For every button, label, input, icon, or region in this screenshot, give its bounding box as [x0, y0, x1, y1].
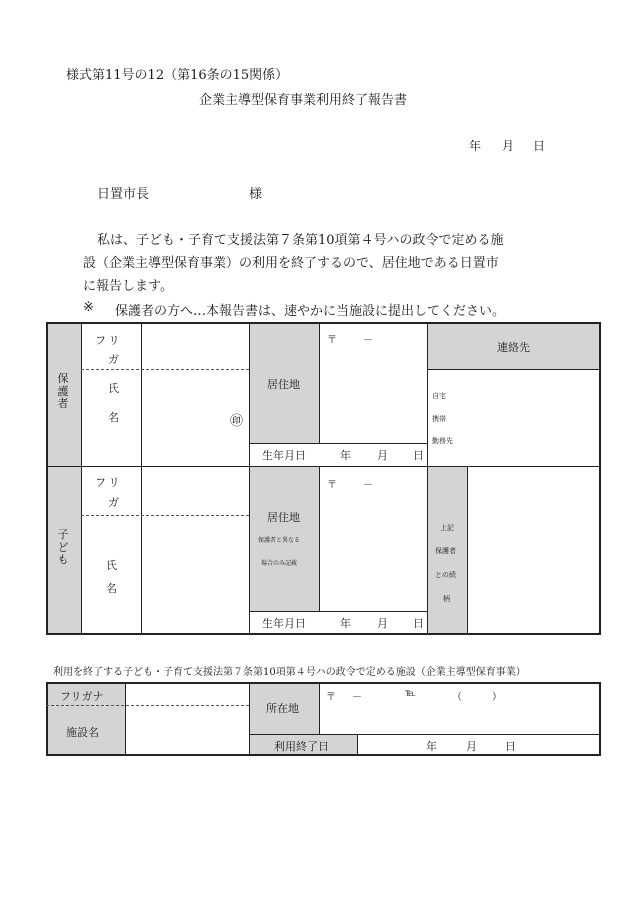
- honorific: 様: [249, 187, 263, 202]
- guardian-postal-mark: 〒: [327, 335, 337, 346]
- body-line-3: に報告します。: [83, 279, 173, 294]
- guardian-birth-day: 日: [413, 449, 424, 462]
- date-year-label: 年: [469, 139, 482, 153]
- child-furigana-label-2: ガ: [108, 496, 119, 509]
- note-text: 保護者の方へ…本報告書は、速やかに当施設に提出してください。: [115, 304, 506, 319]
- guardian-furigana-label-1: フリ: [95, 334, 123, 347]
- contact-mobile-label: 携帯: [432, 415, 446, 423]
- guardian-birth-label: 生年月日: [262, 449, 306, 462]
- facility-heading: 利用を終了する子ども・子育て支援法第７条第10項第４号ハの政令で定める施設（企業主導型保育事業）: [53, 667, 526, 678]
- end-date-year: 年: [426, 740, 437, 753]
- guardian-residence-label: 居住地: [267, 378, 300, 391]
- child-furigana-label-1: フリ: [95, 476, 123, 489]
- document-title: 企業主導型保育事業利用終了報告書: [199, 93, 408, 108]
- note-mark: ※: [83, 300, 94, 315]
- facility-furigana-label: フリガナ: [60, 690, 104, 703]
- child-residence-note-1: 保護者と異なる: [258, 537, 301, 544]
- seal-mark: ㊞: [230, 414, 244, 429]
- child-residence-shade: [249, 467, 319, 634]
- guardian-name-label-2: 名: [108, 411, 119, 424]
- relation-label-1: 上記: [440, 524, 454, 532]
- body-line-2: 設（企業主導型保育事業）の利用を終了するので、居住地である日置市: [83, 256, 499, 271]
- facility-postal-dash: －: [352, 692, 362, 703]
- child-postal-mark: 〒: [327, 480, 337, 491]
- end-date-day: 日: [505, 740, 516, 753]
- contact-work-label: 勤務先: [432, 437, 453, 445]
- end-date-month: 月: [466, 740, 477, 753]
- date-day-label: 日: [533, 139, 546, 153]
- relation-label-3: との続: [435, 571, 456, 579]
- facility-name-label: 施設名: [66, 726, 99, 739]
- child-name-label-2: 名: [106, 582, 117, 595]
- child-postal-dash: －: [363, 480, 373, 491]
- child-heading: 子 ど も: [57, 528, 69, 567]
- facility-location-label: 所在地: [266, 702, 299, 715]
- phone-area-code: （ ）: [452, 692, 502, 703]
- child-birth-month: 月: [377, 617, 388, 630]
- guardian-birth-month: 月: [377, 449, 388, 462]
- addressee: 日置市長: [97, 187, 150, 202]
- child-residence-note-2: 場合のみ記載: [261, 560, 298, 567]
- body-line-1: 私は、子ども・子育て支援法第７条第10項第４号ハの政令で定める施: [97, 233, 504, 248]
- end-date-label: 利用終了日: [274, 740, 329, 753]
- date-month-label: 月: [502, 139, 515, 153]
- child-birth-label: 生年月日: [262, 617, 306, 630]
- relation-label-4: 柄: [443, 595, 450, 603]
- form-number: 様式第11号の12（第16条の15関係）: [66, 68, 289, 83]
- child-birth-day: 日: [413, 617, 424, 630]
- guardian-birth-year: 年: [340, 449, 351, 462]
- contact-heading: 連絡先: [497, 341, 530, 354]
- guardian-postal-dash: －: [363, 335, 373, 346]
- phone-icon: ℡: [405, 688, 416, 699]
- child-birth-year: 年: [340, 617, 351, 630]
- guardian-name-label-1: 氏: [108, 382, 119, 395]
- child-name-label-1: 氏: [106, 559, 117, 572]
- guardian-heading: 保 護 者: [57, 372, 69, 411]
- guardian-furigana-label-2: ガ: [108, 353, 119, 366]
- child-residence-label: 居住地: [267, 511, 300, 524]
- facility-postal-mark: 〒: [326, 692, 336, 703]
- contact-home-label: 自宅: [432, 392, 446, 400]
- label-column-shade: [47, 323, 81, 634]
- relation-label-2: 保護者: [435, 547, 456, 555]
